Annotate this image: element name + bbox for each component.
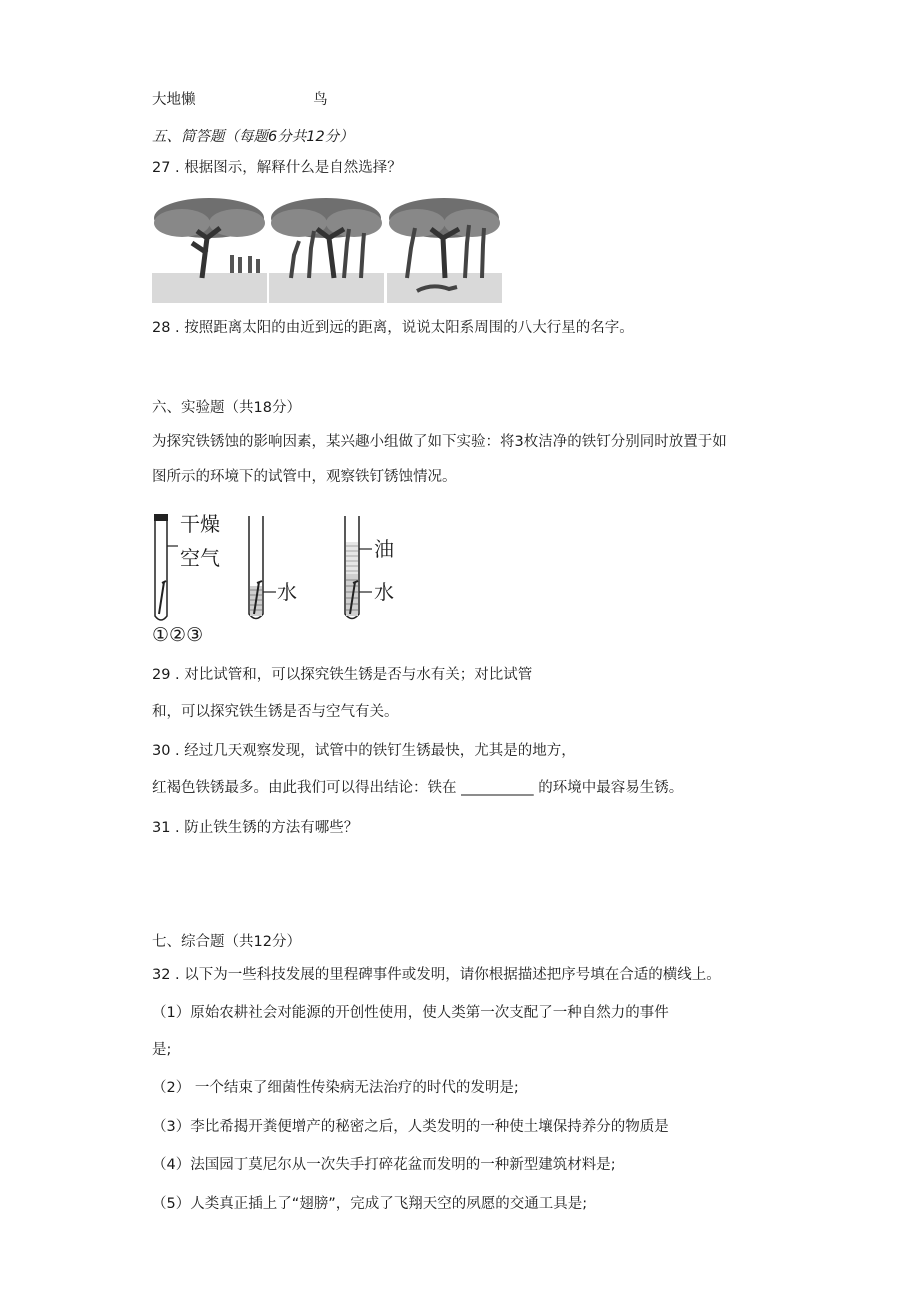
section6-intro-line-2: 图所示的环境下的试管中，观察铁钉锈蚀情况。 <box>152 469 457 485</box>
q32-item-3: （3）李比希揭开粪便增产的秘密之后，人类发明的一种使土壤保持养分的物质是 <box>152 1119 669 1135</box>
illustration-panel-3 <box>387 193 502 303</box>
q32-item-2: （2） 一个结束了细菌性传染病无法治疗的时代的发明是; <box>152 1080 519 1096</box>
question-30-line-1: 30 . 经过几天观察发现，试管中的铁钉生锈最快，尤其是的地方， <box>152 743 576 759</box>
section6-intro-line-1: 为探究铁锈蚀的影响因素，某兴趣小组做了如下实验：将3枚洁净的铁钉分别同时放置于如 <box>152 434 727 450</box>
section7-heading: 七、综合题（共12分） <box>152 934 301 950</box>
question-31: 31 . 防止铁生锈的方法有哪些？ <box>152 820 359 836</box>
illustration-panel-2 <box>269 193 384 303</box>
answer-right: 鸟 <box>313 92 328 108</box>
question-28: 28 . 按照距离太阳的由近到远的距离，说说太阳系周围的八大行星的名字。 <box>152 320 634 336</box>
section6-heading: 六、实验题（共18分） <box>152 400 301 416</box>
giraffe-natural-selection-illustration <box>152 193 502 303</box>
q32-item-1-line-2: 是; <box>152 1042 172 1058</box>
tube1-label-dry: 干燥 <box>180 512 220 536</box>
question-30-line-2: 红褐色铁锈最多。由此我们可以得出结论：铁在 __________ 的环境中最容易生锈。 <box>152 780 684 796</box>
answer-left: 大地懒 <box>152 92 196 108</box>
test-tube-2 <box>249 516 276 619</box>
tube1-label-air: 空气 <box>180 546 220 570</box>
question-27: 27 . 根据图示，解释什么是自然选择？ <box>152 160 402 176</box>
tube3-label-water: 水 <box>374 580 394 604</box>
question-29-line-1: 29 . 对比试管和，可以探究铁生锈是否与水有关；对比试管 <box>152 667 533 683</box>
q32-item-4: （4）法国园丁莫尼尔从一次失手打碎花盆而发明的一种新型建筑材料是; <box>152 1157 616 1173</box>
tube3-label-oil: 油 <box>374 537 394 561</box>
section5-heading: 五、简答题（每题6分共12分） <box>152 129 354 145</box>
question-32: 32 . 以下为一些科技发展的里程碑事件或发明，请你根据描述把序号填在合适的横线上。 <box>152 967 721 983</box>
tube2-label-water: 水 <box>277 580 297 604</box>
q32-item-1-line-1: （1）原始农耕社会对能源的开创性使用，使人类第一次支配了一种自然力的事件 <box>152 1005 669 1021</box>
tube-numbers: ①②③ <box>152 624 204 646</box>
question-29-line-2: 和，可以探究铁生锈是否与空气有关。 <box>152 704 399 720</box>
top-line <box>152 90 328 110</box>
test-tube-diagram <box>152 510 422 650</box>
illustration-panel-1 <box>152 193 267 303</box>
q32-item-5: （5）人类真正插上了“翅膀”，完成了飞翔天空的夙愿的交通工具是; <box>152 1196 588 1212</box>
test-tube-1 <box>154 514 178 620</box>
test-tube-3 <box>345 516 372 619</box>
